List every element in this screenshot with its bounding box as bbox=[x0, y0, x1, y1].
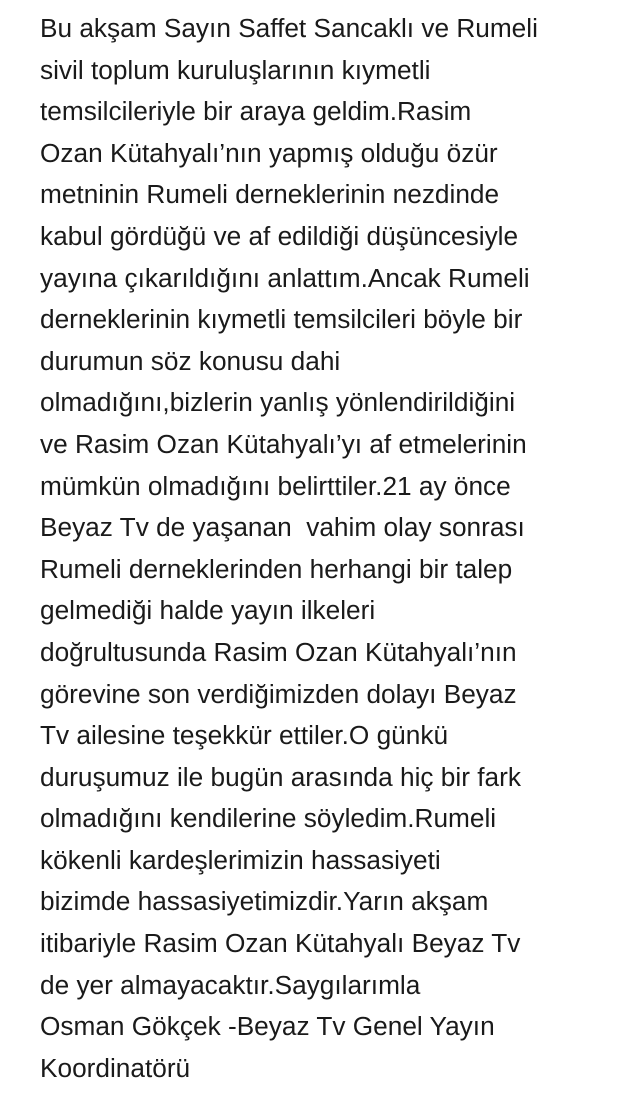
statement-line: bizimde hassasiyetimizdir.Yarın akşam bbox=[40, 886, 489, 917]
statement-line: kabul gördüğü ve af edildiği düşüncesiyle bbox=[40, 220, 519, 251]
statement-line: sivil toplum kuruluşlarının kıymetli bbox=[40, 54, 431, 85]
statement-line: Beyaz Tv de yaşanan vahim olay sonrası bbox=[40, 512, 525, 543]
statement-line: durumun söz konusu dahi bbox=[40, 345, 341, 376]
statement-line: metninin Rumeli derneklerinin nezdinde bbox=[40, 179, 500, 210]
statement-line: itibariyle Rasim Ozan Kütahyalı Beyaz Tv bbox=[40, 928, 521, 959]
statement-line: gelmediği halde yayın ilkeleri bbox=[40, 595, 376, 626]
statement-line: duruşumuz ile bugün arasında hiç bir fark bbox=[40, 761, 521, 792]
statement-line: ve Rasim Ozan Kütahyalı’yı af etmelerinin bbox=[40, 428, 527, 459]
statement-line: Ozan Kütahyalı’nın yapmış olduğu özür bbox=[40, 137, 498, 168]
statement-line: doğrultusunda Rasim Ozan Kütahyalı’nın bbox=[40, 636, 517, 667]
statement-line: Bu akşam Sayın Saffet Sancaklı ve Rumeli bbox=[40, 13, 538, 43]
statement-line: kökenli kardeşlerimizin hassasiyeti bbox=[40, 844, 441, 875]
statement-line: olmadığını,bizlerin yanlış yönlendirildiğini bbox=[40, 387, 516, 418]
statement-line: Osman Gökçek -Beyaz Tv Genel Yayın bbox=[40, 1011, 495, 1042]
statement-line: Tv ailesine teşekkür ettiler.O günkü bbox=[40, 720, 449, 751]
statement-line: temsilcileriyle bir araya geldim.Rasim bbox=[40, 96, 472, 127]
statement-line: derneklerinin kıymetli temsilcileri böyle bir bbox=[40, 304, 523, 335]
statement-signature: Koordinatörü bbox=[40, 1052, 191, 1083]
statement-line: Rumeli derneklerinden herhangi bir talep bbox=[40, 553, 513, 584]
statement-line: olmadığını kendilerine söyledim.Rumeli bbox=[40, 803, 497, 834]
statement-line: görevine son verdiğimizden dolayı Beyaz bbox=[40, 678, 517, 709]
statement-line: de yer almayacaktır.Saygılarımla bbox=[40, 969, 421, 1000]
statement-line: mümkün olmadığını belirttiler.21 ay önce bbox=[40, 470, 511, 501]
statement-line: yayına çıkarıldığını anlattım.Ancak Rumeli bbox=[40, 262, 530, 293]
